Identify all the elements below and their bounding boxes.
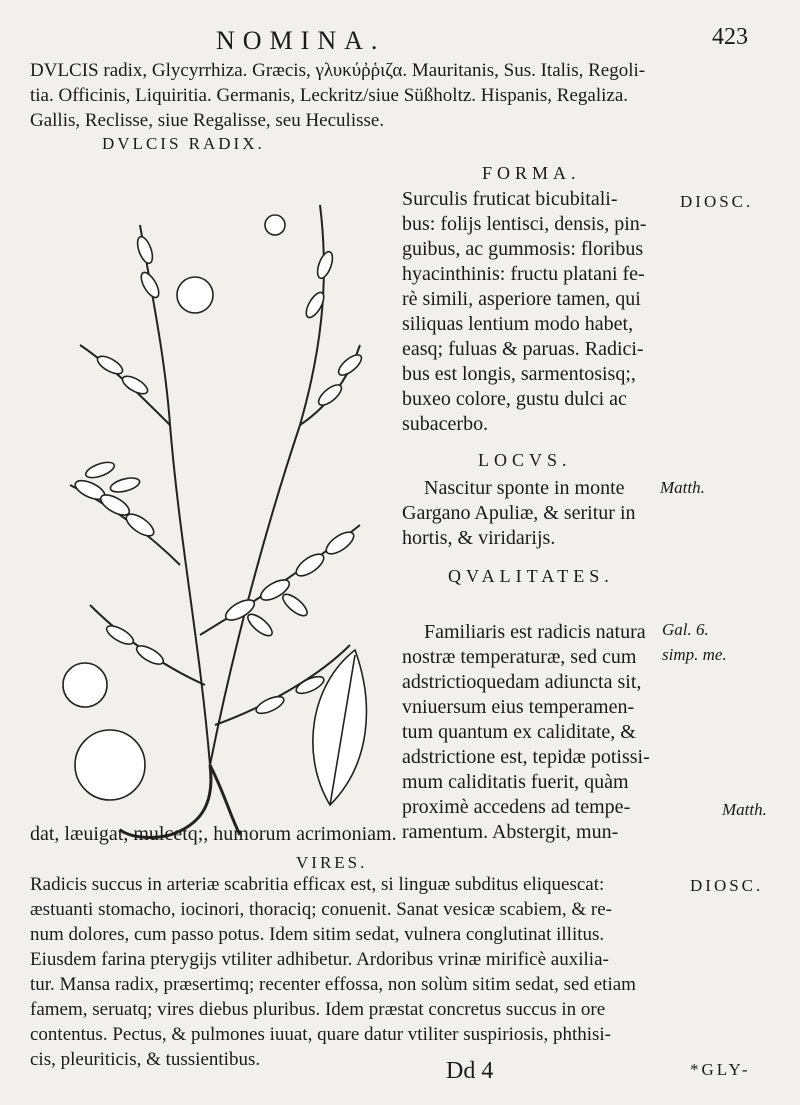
text-line: siliquas lentium modo habet, [402,313,634,335]
text-line: vniuersum eius temperamen- [402,696,635,718]
text-line: contentus. Pectus, & pulmones iuuat, quare datur vtiliter suspiriosis, phthisi- [30,1024,612,1045]
text-line: cis, pleuriticis, & tussientibus. [30,1049,261,1070]
signature-mark: Dd 4 [446,1058,494,1084]
locus-text [402,476,636,551]
text-line: tum quantum ex caliditate, & [402,721,636,743]
text-line: buxeo colore, gustu dulci ac [402,388,627,410]
text-line: easq; fuluas & paruas. Radici- [402,338,644,360]
text-line: hyacinthinis: fructu platani fe- [402,263,645,285]
text-line: Familiaris est radicis natura [424,621,646,643]
section-heading-forma: FORMA. [482,163,581,183]
margin-note: Gal. 6. [662,620,709,639]
text-line: adstrictione est, tepidæ potissi- [402,746,650,768]
nomina-line: Gallis, Reclisse, siue Regalisse, seu Heculisse. [30,110,385,131]
text-line: nostræ temperaturæ, sed cum [402,646,637,668]
qualitates-continuation: dat, læuigat, mulcetq;, humorum acrimoniam. [30,823,397,845]
qualitates-text [402,620,650,845]
vires-text [30,872,636,1072]
text-line: ramentum. Abstergit, mun- [402,821,619,843]
margin-note: DIOSC. [680,192,754,211]
text-line: æstuanti stomacho, iocinori, thoraciq; conuenit. Sanat vesicæ scabiem, & re- [30,899,612,920]
nomina-line: DVLCIS radix, Glycyrrhiza. Græcis, γλυκύῤῥιζα. Mauritanis, Sus. Italis, Regoli- [30,60,646,81]
margin-note: Matth. [722,800,767,819]
text-line: guibus, ac gummosis: floribus [402,238,644,260]
text-line: num dolores, cum passo potus. Idem sitim sedat, vulnera conglutinat illitus. [30,924,605,945]
figure-caption: DVLCIS RADIX. [102,134,265,153]
page-number: 423 [712,24,748,50]
text-line: adstrictioquedam adiuncta sit, [402,671,642,693]
running-head: NOMINA. [216,26,386,55]
text-line: rè simili, asperiore tamen, qui [402,288,641,310]
text-line: proximè accedens ad tempe- [402,796,631,818]
text-line: Gargano Apuliæ, & seritur in [402,502,636,524]
text-line: Eiusdem farina pterygijs vtiliter adhibetur. Ardoribus vrinæ mirificè auxilia- [30,949,609,970]
section-heading-locus: LOCVS. [478,450,572,470]
catchword: *GLY- [690,1060,751,1079]
section-heading-vires: VIRES. [296,853,368,872]
text-line: Surculis fruticat bicubitali- [402,188,618,210]
text-line: tur. Mansa radix, præsertimq; recenter effossa, non solùm sitim sedat, sed etiam [30,974,636,995]
licorice-plant-woodcut [30,165,410,845]
text-line: bus: folijs lentisci, densis, pin- [402,213,647,235]
margin-note: simp. me. [662,645,727,664]
nomina-line: tia. Officinis, Liquiritia. Germanis, Leckritz/siue Süßholtz. Hispanis, Regaliza. [30,85,629,106]
text-line: hortis, & viridarijs. [402,527,556,549]
nomina-block [30,58,645,133]
margin-note: Matth. [660,478,705,497]
text-line: mum caliditatis fuerit, quàm [402,771,629,793]
margin-note: DIOSC. [690,876,764,895]
text-line: Nascitur sponte in monte [424,477,625,499]
text-line: famem, seruatq; vires diebus pluribus. Idem præstat concretus succus in ore [30,999,606,1020]
section-heading-qualitates: QVALITATES. [448,566,614,586]
text-line: subacerbo. [402,413,489,435]
text-line: Radicis succus in arteriæ scabritia efficax est, si linguæ subditus eliquescat: [30,874,605,895]
forma-text [402,187,646,437]
text-line: bus est longis, sarmentosisq;, [402,363,636,385]
